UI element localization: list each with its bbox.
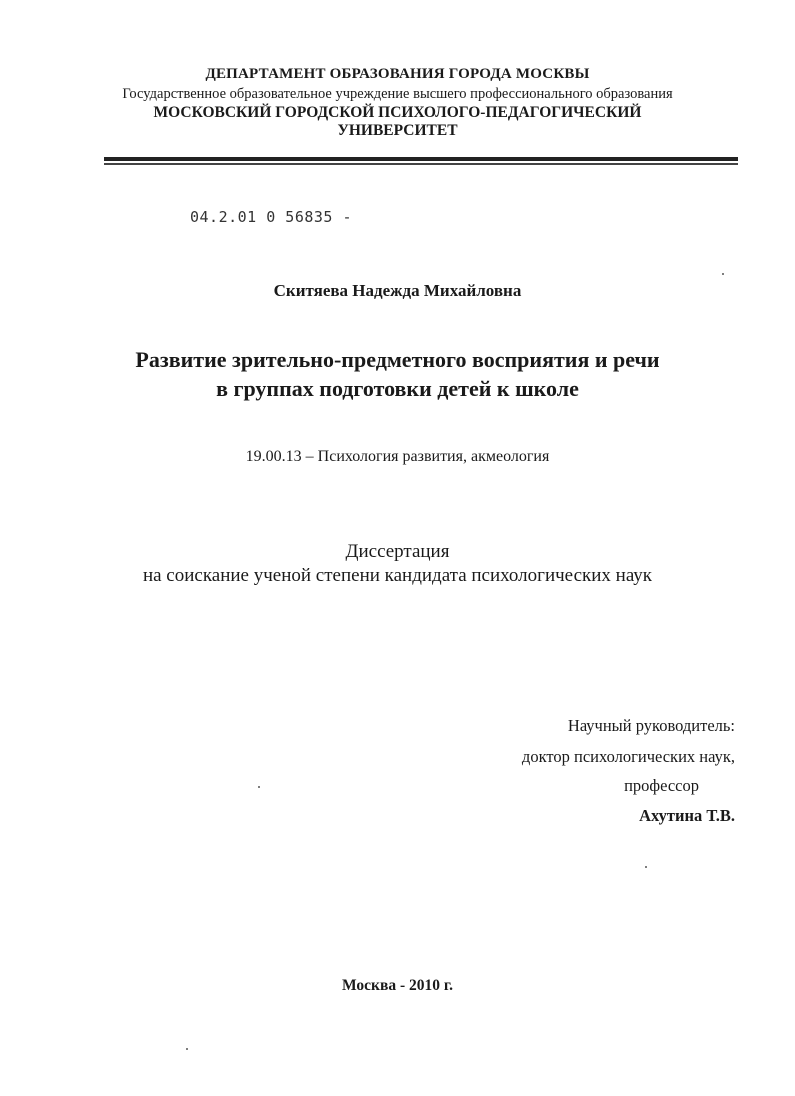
department-heading: ДЕПАРТАМЕНТ ОБРАЗОВАНИЯ ГОРОДА МОСКВЫ (205, 66, 590, 82)
header-rule-thin (104, 163, 738, 165)
degree-statement: на соискание ученой степени кандидата психологических наук (142, 565, 653, 586)
specialty-code: 19.00.13 – Психология развития, акмеология (245, 448, 550, 465)
scan-speck (722, 273, 724, 275)
document-type: Диссертация (345, 541, 450, 562)
thesis-title-line2: в группах подготовки детей к школе (216, 376, 579, 401)
author-name: Скитяева Надежда Михайловна (273, 281, 522, 300)
university-name-line1: МОСКОВСКИЙ ГОРОДСКОЙ ПСИХОЛОГО-ПЕДАГОГИЧЕСКИЙ (153, 104, 642, 121)
institution-type: Государственное образовательное учреждение высшего профессионального образования (122, 86, 673, 102)
header-rule-thick (104, 157, 738, 161)
university-name-line2: УНИВЕРСИТЕТ (337, 122, 458, 139)
city-year: Москва - 2010 г. (341, 977, 454, 994)
scan-speck (645, 866, 647, 868)
thesis-title-line1: Развитие зрительно-предметного восприятия и речи (135, 347, 660, 372)
scan-speck (186, 1048, 188, 1050)
supervisor-degree: доктор психологических наук, (521, 747, 735, 766)
supervisor-label: Научный руководитель: (567, 716, 735, 735)
registration-stamp: 04.2.01 0 56835 - (190, 208, 353, 226)
scan-speck (258, 786, 260, 788)
supervisor-rank: профессор (624, 776, 699, 795)
supervisor-name: Ахутина Т.В. (639, 806, 735, 825)
